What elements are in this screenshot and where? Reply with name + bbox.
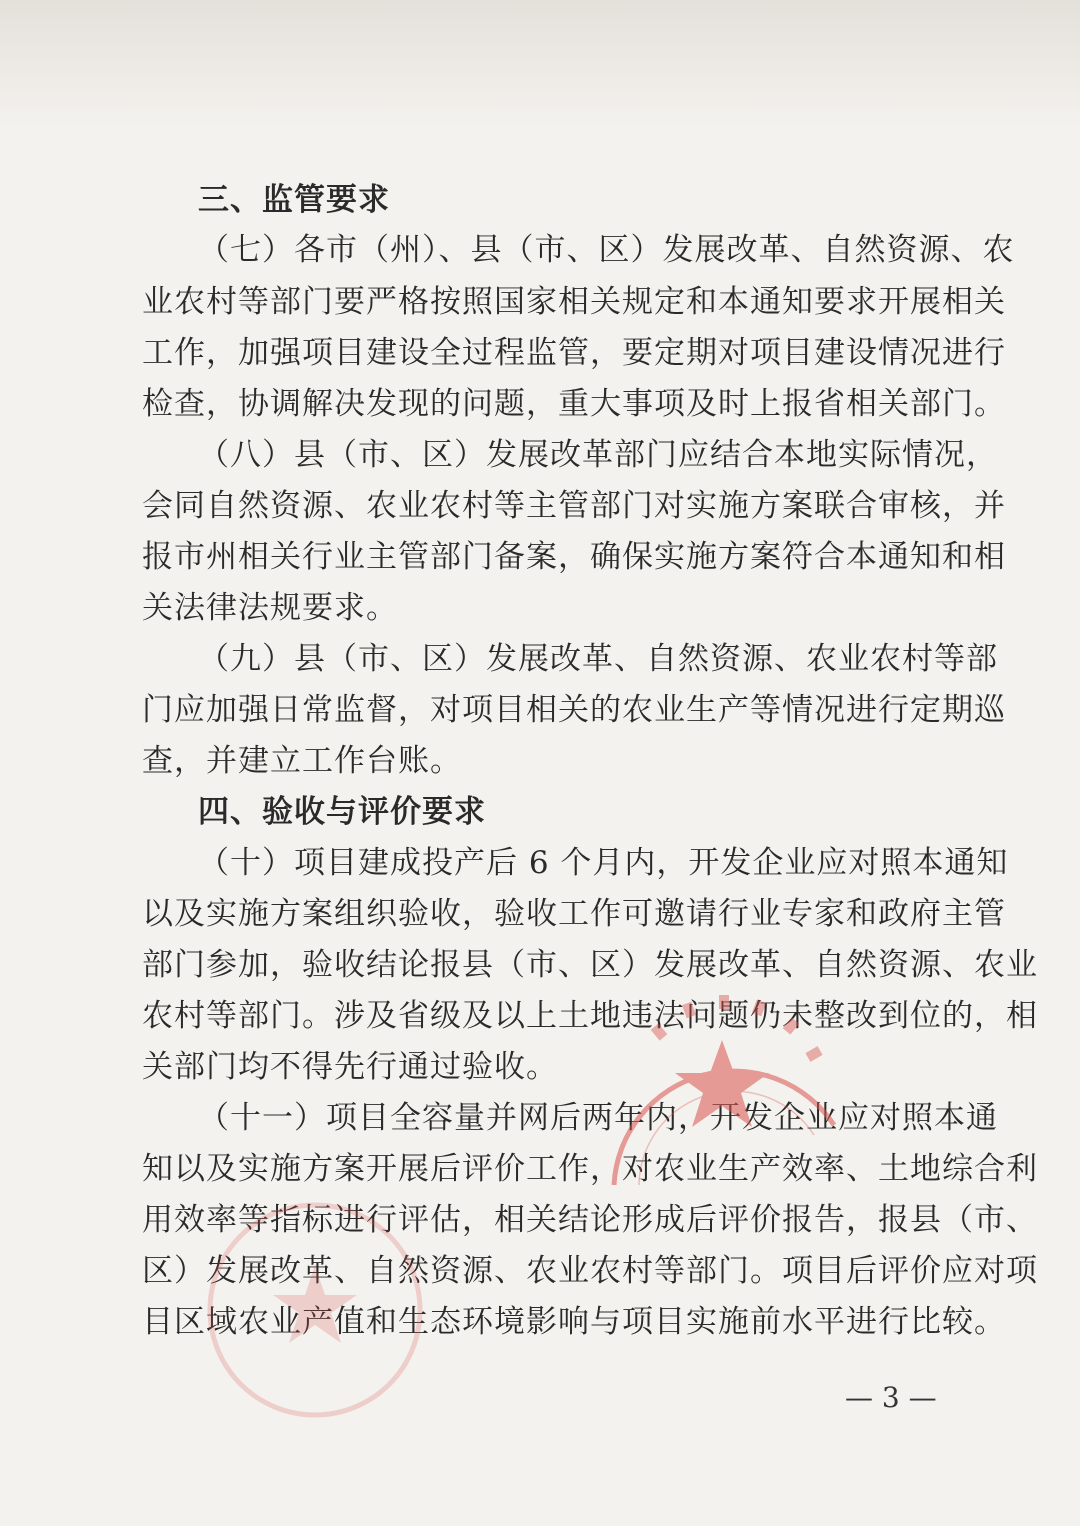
paragraph-8-line-2: 会同自然资源、农业农村等主管部门对实施方案联合审核，并 [142,488,1006,524]
paragraph-9-line-2: 门应加强日常监督，对项目相关的农业生产等情况进行定期巡 [142,692,1006,728]
paragraph-11-line-4: 区）发展改革、自然资源、农业农村等部门。项目后评价应对项 [142,1253,1038,1289]
page-number: — 3 — [845,1381,937,1414]
paragraph-9-line-3: 查，并建立工作台账。 [142,743,462,779]
paragraph-11-line-5: 目区域农业产值和生态环境影响与项目实施前水平进行比较。 [142,1304,1006,1340]
paragraph-10-line-1: （十）项目建成投产后 6 个月内，开发企业应对照本通知 [198,845,1009,881]
paragraph-7-line-2: 业农村等部门要严格按照国家相关规定和本通知要求开展相关 [142,284,1006,320]
paragraph-7-line-3: 工作，加强项目建设全过程监管，要定期对项目建设情况进行 [142,335,1006,371]
paragraph-11-line-3: 用效率等指标进行评估，相关结论形成后评价报告，报县（市、 [142,1202,1038,1238]
section-heading-4: 四、验收与评价要求 [198,794,486,830]
paragraph-8-line-4: 关法律法规要求。 [142,590,398,626]
paragraph-11-line-2: 知以及实施方案开展后评价工作，对农业生产效率、土地综合利 [142,1151,1038,1187]
paragraph-10-line-2: 以及实施方案组织验收，验收工作可邀请行业专家和政府主管 [142,896,1006,932]
paragraph-10-line-5: 关部门均不得先行通过验收。 [142,1049,558,1085]
scan-header-smudge [0,0,1080,130]
paragraph-7-line-1: （七）各市（州）、县（市、区）发展改革、自然资源、农 [198,232,1015,268]
official-seal-icon [594,985,854,1185]
faint-seal-icon [200,1195,430,1425]
paragraph-10-line-4: 农村等部门。涉及省级及以上土地违法问题仍未整改到位的，相 [142,998,1038,1034]
paragraph-10-line-3: 部门参加，验收结论报县（市、区）发展改革、自然资源、农业 [142,947,1038,983]
paragraph-8-line-3: 报市州相关行业主管部门备案，确保实施方案符合本通知和相 [142,539,1006,575]
paragraph-11-line-1: （十一）项目全容量并网后两年内，开发企业应对照本通 [198,1100,998,1136]
paragraph-8-line-1: （八）县（市、区）发展改革部门应结合本地实际情况， [198,437,998,473]
section-heading-3: 三、监管要求 [198,182,390,218]
paragraph-7-line-4: 检查，协调解决发现的问题，重大事项及时上报省相关部门。 [142,386,1006,422]
paragraph-9-line-1: （九）县（市、区）发展改革、自然资源、农业农村等部 [198,641,998,677]
